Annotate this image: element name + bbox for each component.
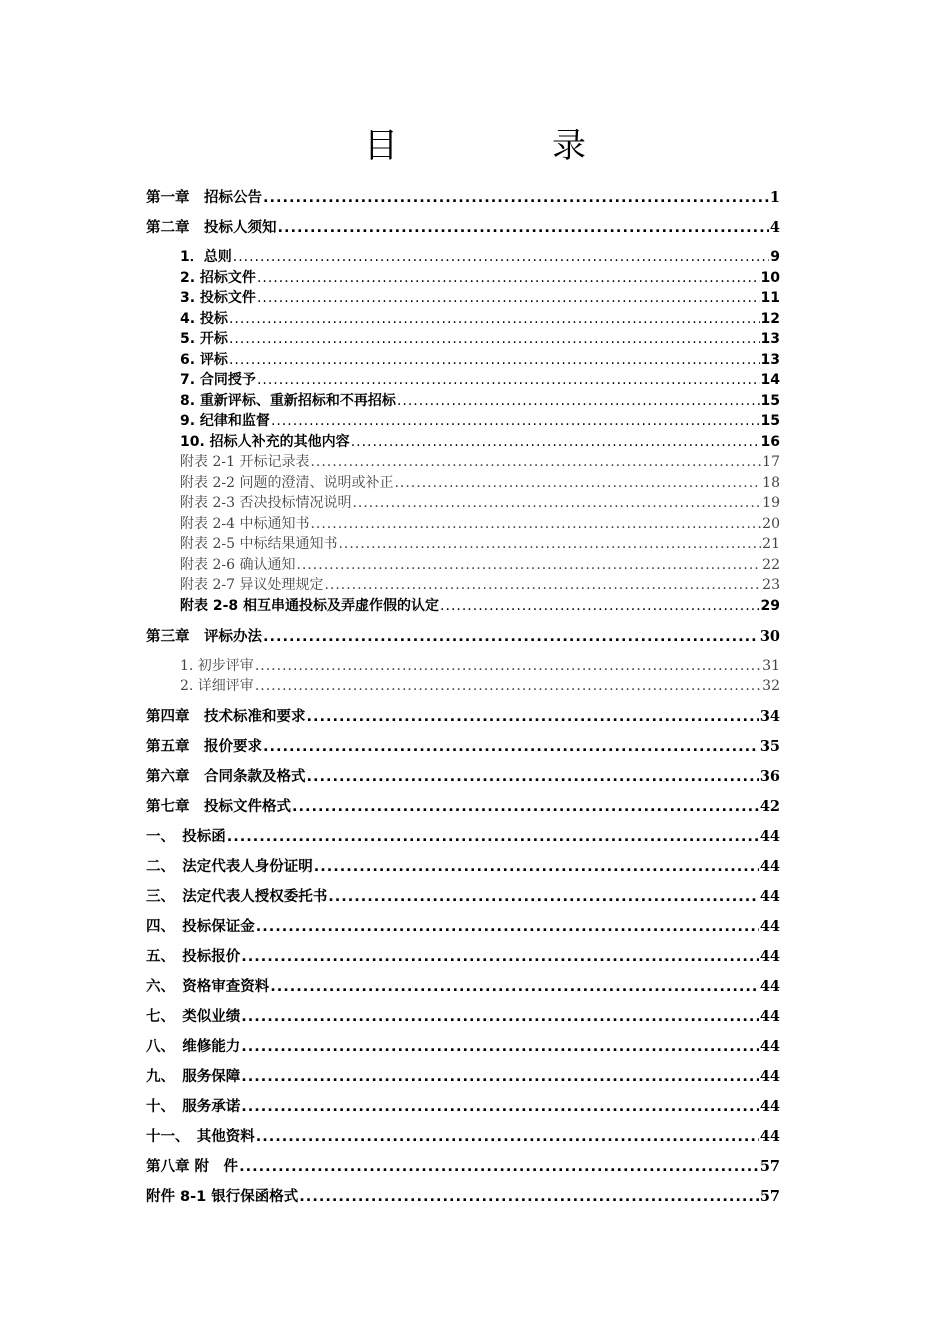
toc-entry[interactable]: 附表 2-5 中标结果通知书 ..... 21 <box>180 533 780 553</box>
toc-entry[interactable]: 附表 2-8 相互串通投标及弄虚作假的认定 ..... 29 <box>180 595 780 615</box>
toc-entry[interactable]: 3. 投标文件 ..... 11 <box>180 287 780 307</box>
toc-entry[interactable]: 1．总则 ..... 9 <box>180 246 780 266</box>
toc-entry[interactable]: 附件 8-1 银行保函格式 ..... 57 <box>146 1185 780 1206</box>
toc-entry[interactable]: 5. 开标 ..... 13 <box>180 328 780 348</box>
toc-entry[interactable]: 六、 资格审查资料 ..... 44 <box>146 975 780 996</box>
toc-entry-chapter-1[interactable]: 第一章 招标公告 ..... 1 <box>146 186 780 207</box>
toc-entry[interactable]: 附表 2-6 确认通知 ..... 22 <box>180 554 780 574</box>
toc-entry-chapter-8[interactable]: 第八章 附 件 ..... 57 <box>146 1155 780 1176</box>
toc-entry[interactable]: 二、 法定代表人身份证明 ..... 44 <box>146 855 780 876</box>
toc-entry-chapter-5[interactable]: 第五章 报价要求 ..... 35 <box>146 735 780 756</box>
toc-entry-chapter-6[interactable]: 第六章 合同条款及格式 ..... 36 <box>146 765 780 786</box>
toc-entry[interactable]: 6. 评标 ..... 13 <box>180 349 780 369</box>
toc-entry[interactable]: 2. 详细评审 ..... 32 <box>180 675 780 695</box>
toc-entry[interactable]: 7. 合同授予 ..... 14 <box>180 369 780 389</box>
toc-entry-chapter-7[interactable]: 第七章 投标文件格式 ..... 42 <box>146 795 780 816</box>
toc-entry-chapter-4[interactable]: 第四章 技术标准和要求 ..... 34 <box>146 705 780 726</box>
toc-entry[interactable]: 五、 投标报价 ..... 44 <box>146 945 780 966</box>
toc-entry[interactable]: 8. 重新评标、重新招标和不再招标 ..... 15 <box>180 390 780 410</box>
toc-entry[interactable]: 十一、 其他资料 ..... 44 <box>146 1125 780 1146</box>
toc-entry[interactable]: 附表 2-7 异议处理规定 ..... 23 <box>180 574 780 594</box>
toc-entry-chapter-2[interactable]: 第二章 投标人须知 ..... 4 <box>146 216 780 237</box>
toc-entry[interactable]: 附表 2-3 否决投标情况说明 ..... 19 <box>180 492 780 512</box>
toc-entry[interactable]: 九、 服务保障 ..... 44 <box>146 1065 780 1086</box>
toc-entry[interactable]: 三、 法定代表人授权委托书 ..... 44 <box>146 885 780 906</box>
toc-entry[interactable]: 附表 2-1 开标记录表 ..... 17 <box>180 451 780 471</box>
toc-entry-chapter-3[interactable]: 第三章 评标办法 ..... 30 <box>146 625 780 646</box>
toc-entry[interactable]: 一、 投标函 ..... 44 <box>146 825 780 846</box>
toc-entry[interactable]: 四、 投标保证金 ..... 44 <box>146 915 780 936</box>
page-title: 目 录 <box>364 126 646 166</box>
toc-entry[interactable]: 附表 2-2 问题的澄清、说明或补正 ..... 18 <box>180 472 780 492</box>
toc-entry[interactable]: 4. 投标 ..... 12 <box>180 308 780 328</box>
toc-entry[interactable]: 七、 类似业绩 ..... 44 <box>146 1005 780 1026</box>
toc-entry[interactable]: 八、 维修能力 ..... 44 <box>146 1035 780 1056</box>
toc-entry[interactable]: 1. 初步评审 ..... 31 <box>180 655 780 675</box>
toc-entry[interactable]: 2. 招标文件 ..... 10 <box>180 267 780 287</box>
toc-entry[interactable]: 9. 纪律和监督 ..... 15 <box>180 410 780 430</box>
toc-entry[interactable]: 10. 招标人补充的其他内容 ..... 16 <box>180 431 780 451</box>
toc-entry[interactable]: 附表 2-4 中标通知书 ..... 20 <box>180 513 780 533</box>
toc-entry[interactable]: 十、 服务承诺 ..... 44 <box>146 1095 780 1116</box>
